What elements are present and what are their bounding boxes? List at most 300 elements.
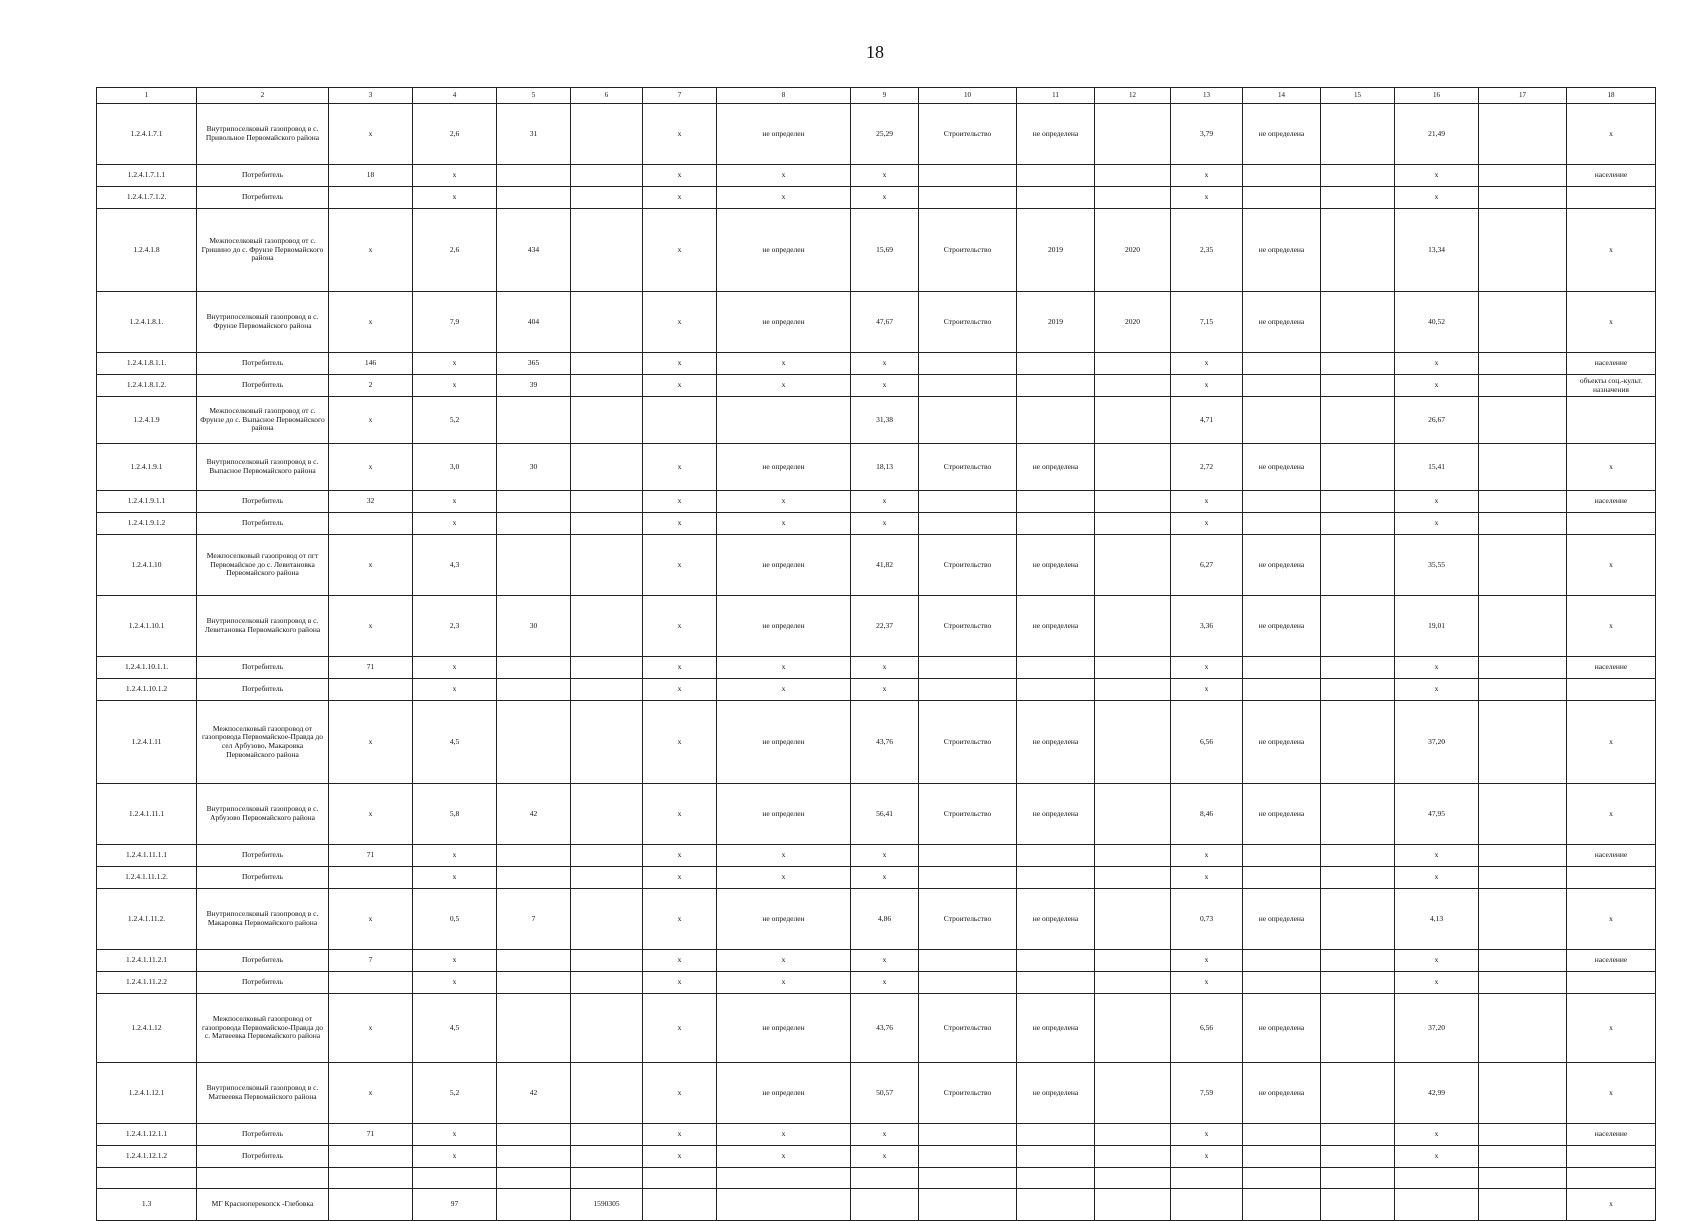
table-cell bbox=[571, 889, 643, 950]
table-cell bbox=[919, 187, 1017, 209]
table-cell: x bbox=[643, 950, 717, 972]
table-row bbox=[97, 657, 1656, 679]
table-cell bbox=[1017, 491, 1095, 513]
table-cell bbox=[1095, 397, 1171, 444]
table-cell: 1.2.4.1.11.1 bbox=[97, 784, 197, 845]
table-cell: Потребитель bbox=[197, 375, 329, 397]
table-cell: x bbox=[329, 444, 413, 491]
table-cell: не определена bbox=[1243, 1063, 1321, 1124]
table-cell bbox=[497, 1146, 571, 1168]
table-cell bbox=[1017, 165, 1095, 187]
table-cell: 7,15 bbox=[1171, 292, 1243, 353]
table-cell: x bbox=[1567, 209, 1656, 292]
table-cell bbox=[1095, 513, 1171, 535]
table-row bbox=[97, 353, 1656, 375]
table-row bbox=[97, 535, 1656, 596]
table-cell bbox=[919, 679, 1017, 701]
table-cell: x bbox=[1395, 845, 1479, 867]
table-cell: Потребитель bbox=[197, 491, 329, 513]
table-cell bbox=[1479, 867, 1567, 889]
table-cell bbox=[1095, 845, 1171, 867]
table-cell: 56,41 bbox=[851, 784, 919, 845]
table-cell: 4,3 bbox=[413, 535, 497, 596]
table-cell: 1.2.4.1.7.1 bbox=[97, 104, 197, 165]
table-cell: не определена bbox=[1243, 535, 1321, 596]
table-cell bbox=[497, 1124, 571, 1146]
table-cell bbox=[1395, 1168, 1479, 1189]
table-cell: 2019 bbox=[1017, 292, 1095, 353]
table-cell bbox=[1321, 397, 1395, 444]
table-cell: x bbox=[1395, 513, 1479, 535]
table-cell: 1.2.4.1.8.1.1. bbox=[97, 353, 197, 375]
table-cell: 1.2.4.1.11.1.2. bbox=[97, 867, 197, 889]
table-cell: x bbox=[413, 353, 497, 375]
table-cell bbox=[329, 867, 413, 889]
table-cell: объекты соц.-культ. назначения bbox=[1567, 375, 1656, 397]
table-cell: 4,5 bbox=[413, 701, 497, 784]
table-cell: x bbox=[643, 596, 717, 657]
table-cell: 1.2.4.1.12.1 bbox=[97, 1063, 197, 1124]
table-cell: не определена bbox=[1017, 784, 1095, 845]
table-cell: x bbox=[1171, 513, 1243, 535]
table-cell: 1.2.4.1.11.2.1 bbox=[97, 950, 197, 972]
table-cell: 42,99 bbox=[1395, 1063, 1479, 1124]
table-cell bbox=[1479, 165, 1567, 187]
table-cell bbox=[1243, 845, 1321, 867]
table-cell: 32 bbox=[329, 491, 413, 513]
table-cell: x bbox=[1395, 657, 1479, 679]
table-cell: x bbox=[717, 187, 851, 209]
table-cell bbox=[1321, 950, 1395, 972]
table-cell: 2 bbox=[329, 375, 413, 397]
table-cell: МГ Красноперекопск -Глебовка bbox=[197, 1189, 329, 1221]
column-header: 14 bbox=[1243, 88, 1321, 104]
table-cell: x bbox=[413, 375, 497, 397]
table-cell: 1590305 bbox=[571, 1189, 643, 1221]
table-cell bbox=[1479, 950, 1567, 972]
table-row bbox=[97, 165, 1656, 187]
table-cell bbox=[329, 1189, 413, 1221]
table-cell: x bbox=[1395, 187, 1479, 209]
table-cell bbox=[1321, 104, 1395, 165]
table-cell: Потребитель bbox=[197, 165, 329, 187]
table-cell bbox=[1479, 1146, 1567, 1168]
table-cell bbox=[643, 1189, 717, 1221]
table-cell bbox=[1095, 1063, 1171, 1124]
table-cell: не определена bbox=[1243, 889, 1321, 950]
table-cell: 5,8 bbox=[413, 784, 497, 845]
table-cell: 8,46 bbox=[1171, 784, 1243, 845]
table-cell: x bbox=[413, 491, 497, 513]
table-cell bbox=[1095, 1146, 1171, 1168]
table-cell: x bbox=[413, 187, 497, 209]
table-cell: 18,13 bbox=[851, 444, 919, 491]
table-cell: не определен bbox=[717, 535, 851, 596]
table-cell: 1.2.4.1.10.1.1. bbox=[97, 657, 197, 679]
table-cell bbox=[1479, 889, 1567, 950]
table-cell: x bbox=[329, 889, 413, 950]
table-cell bbox=[1321, 292, 1395, 353]
table-cell bbox=[1243, 1146, 1321, 1168]
table-cell bbox=[1321, 1146, 1395, 1168]
table-cell: 1.2.4.1.8 bbox=[97, 209, 197, 292]
table-cell bbox=[1321, 596, 1395, 657]
table-cell bbox=[571, 784, 643, 845]
table-cell: 21,49 bbox=[1395, 104, 1479, 165]
table-cell: 97 bbox=[413, 1189, 497, 1221]
table-cell: 4,5 bbox=[413, 994, 497, 1063]
table-cell: x bbox=[851, 491, 919, 513]
table-cell: Строительство bbox=[919, 889, 1017, 950]
table-cell: 6,56 bbox=[1171, 994, 1243, 1063]
table-cell bbox=[571, 209, 643, 292]
table-cell: x bbox=[643, 1146, 717, 1168]
table-cell bbox=[1321, 1063, 1395, 1124]
table-cell bbox=[1479, 535, 1567, 596]
table-cell: 30 bbox=[497, 444, 571, 491]
table-cell bbox=[1567, 1146, 1656, 1168]
table-cell: население bbox=[1567, 950, 1656, 972]
table-row bbox=[97, 701, 1656, 784]
table-cell bbox=[571, 701, 643, 784]
table-cell: x bbox=[643, 889, 717, 950]
table-cell bbox=[571, 972, 643, 994]
table-cell: не определена bbox=[1243, 994, 1321, 1063]
table-cell: не определен bbox=[717, 209, 851, 292]
table-cell bbox=[1017, 1189, 1095, 1221]
table-cell: не определена bbox=[1243, 444, 1321, 491]
column-header: 13 bbox=[1171, 88, 1243, 104]
table-row bbox=[97, 104, 1656, 165]
table-cell bbox=[1243, 972, 1321, 994]
table-cell bbox=[1567, 187, 1656, 209]
table-cell: x bbox=[717, 950, 851, 972]
table-row bbox=[97, 292, 1656, 353]
column-header: 10 bbox=[919, 88, 1017, 104]
table-cell bbox=[1243, 1124, 1321, 1146]
table-cell bbox=[1567, 1168, 1656, 1189]
table-cell bbox=[571, 513, 643, 535]
table-row bbox=[97, 513, 1656, 535]
table-cell bbox=[919, 513, 1017, 535]
table-cell: 2019 bbox=[1017, 209, 1095, 292]
table-cell: x bbox=[329, 209, 413, 292]
column-header: 16 bbox=[1395, 88, 1479, 104]
table-cell: 37,20 bbox=[1395, 994, 1479, 1063]
table-cell bbox=[1017, 679, 1095, 701]
table-cell: x bbox=[851, 187, 919, 209]
table-cell: 2,6 bbox=[413, 209, 497, 292]
table-cell bbox=[1321, 845, 1395, 867]
table-cell bbox=[1171, 1168, 1243, 1189]
table-cell bbox=[919, 867, 1017, 889]
table-cell: x bbox=[643, 867, 717, 889]
table-cell bbox=[329, 1168, 413, 1189]
table-cell bbox=[1479, 1124, 1567, 1146]
table-cell: Потребитель bbox=[197, 513, 329, 535]
table-cell bbox=[1017, 353, 1095, 375]
table-cell: Строительство bbox=[919, 784, 1017, 845]
table-cell: 1.2.4.1.12.1.2 bbox=[97, 1146, 197, 1168]
table-cell: x bbox=[1395, 679, 1479, 701]
table-cell bbox=[571, 1063, 643, 1124]
table-cell: 31 bbox=[497, 104, 571, 165]
table-cell bbox=[571, 375, 643, 397]
table-cell: x bbox=[413, 1124, 497, 1146]
table-cell bbox=[1095, 1124, 1171, 1146]
table-cell bbox=[1321, 444, 1395, 491]
table-cell: 1.2.4.1.9 bbox=[97, 397, 197, 444]
table-cell: не определен bbox=[717, 784, 851, 845]
table-cell bbox=[1321, 165, 1395, 187]
table-cell: x bbox=[1395, 375, 1479, 397]
table-row bbox=[97, 444, 1656, 491]
table-cell bbox=[1479, 657, 1567, 679]
table-cell bbox=[1017, 1146, 1095, 1168]
column-header: 3 bbox=[329, 88, 413, 104]
table-cell: x bbox=[643, 701, 717, 784]
table-cell bbox=[329, 513, 413, 535]
table-cell: 1.2.4.1.12.1.1 bbox=[97, 1124, 197, 1146]
table-row bbox=[97, 397, 1656, 444]
table-cell: x bbox=[643, 1124, 717, 1146]
table-cell: 365 bbox=[497, 353, 571, 375]
table-cell: 30 bbox=[497, 596, 571, 657]
table-cell: не определен bbox=[717, 292, 851, 353]
table-cell bbox=[919, 1168, 1017, 1189]
table-cell: x bbox=[1567, 784, 1656, 845]
table-cell: x bbox=[1567, 292, 1656, 353]
table-cell bbox=[1095, 187, 1171, 209]
table-cell: Межпоселковый газопровод от с. Гришино до с. Фрунзе Первомайского района bbox=[197, 209, 329, 292]
table-cell bbox=[1243, 679, 1321, 701]
table-cell: x bbox=[717, 353, 851, 375]
table-cell: x bbox=[643, 784, 717, 845]
table-row bbox=[97, 679, 1656, 701]
table-cell bbox=[1321, 209, 1395, 292]
table-cell: 2020 bbox=[1095, 292, 1171, 353]
table-cell bbox=[1479, 491, 1567, 513]
table-cell: x bbox=[1395, 1146, 1479, 1168]
table-cell: x bbox=[1567, 535, 1656, 596]
table-cell bbox=[1243, 1168, 1321, 1189]
table-cell: Потребитель bbox=[197, 679, 329, 701]
table-cell: 4,86 bbox=[851, 889, 919, 950]
table-cell: x bbox=[329, 535, 413, 596]
table-cell: x bbox=[1567, 104, 1656, 165]
table-cell: 47,67 bbox=[851, 292, 919, 353]
table-cell: x bbox=[851, 972, 919, 994]
table-cell: 25,29 bbox=[851, 104, 919, 165]
table-cell bbox=[1321, 701, 1395, 784]
table-cell bbox=[1243, 867, 1321, 889]
table-cell bbox=[497, 701, 571, 784]
table-row bbox=[97, 972, 1656, 994]
table-cell bbox=[1479, 972, 1567, 994]
table-cell: x bbox=[329, 397, 413, 444]
table-cell bbox=[497, 1189, 571, 1221]
table-cell bbox=[1567, 867, 1656, 889]
table-cell bbox=[1479, 187, 1567, 209]
table-cell: 22,37 bbox=[851, 596, 919, 657]
table-cell: 404 bbox=[497, 292, 571, 353]
table-cell: Строительство bbox=[919, 444, 1017, 491]
table-cell: x bbox=[413, 679, 497, 701]
table-cell: x bbox=[329, 292, 413, 353]
table-cell bbox=[571, 657, 643, 679]
table-cell bbox=[1479, 784, 1567, 845]
table-cell: 18 bbox=[329, 165, 413, 187]
table-cell: x bbox=[413, 1146, 497, 1168]
column-header: 17 bbox=[1479, 88, 1567, 104]
table-cell bbox=[1243, 513, 1321, 535]
table-cell: x bbox=[1567, 994, 1656, 1063]
table-cell: население bbox=[1567, 165, 1656, 187]
table-cell bbox=[497, 845, 571, 867]
table-cell bbox=[1243, 165, 1321, 187]
column-header: 12 bbox=[1095, 88, 1171, 104]
table-cell: x bbox=[851, 679, 919, 701]
table-cell: 13,34 bbox=[1395, 209, 1479, 292]
table-cell bbox=[1479, 845, 1567, 867]
table-cell: x bbox=[851, 375, 919, 397]
table-cell bbox=[571, 867, 643, 889]
table-cell: x bbox=[413, 513, 497, 535]
table-cell bbox=[1017, 513, 1095, 535]
table-cell: x bbox=[1395, 867, 1479, 889]
table-cell: x bbox=[643, 1063, 717, 1124]
column-header: 5 bbox=[497, 88, 571, 104]
table-cell bbox=[571, 1146, 643, 1168]
table-cell: 40,52 bbox=[1395, 292, 1479, 353]
table-cell bbox=[919, 1124, 1017, 1146]
table-cell: x bbox=[717, 867, 851, 889]
table-cell bbox=[1479, 209, 1567, 292]
table-cell bbox=[643, 1168, 717, 1189]
table-cell: x bbox=[643, 353, 717, 375]
table-cell: x bbox=[851, 353, 919, 375]
table-cell: 1.2.4.1.9.1.2 bbox=[97, 513, 197, 535]
table-cell bbox=[497, 950, 571, 972]
table-cell: x bbox=[1171, 1146, 1243, 1168]
table-cell: 7,9 bbox=[413, 292, 497, 353]
table-cell: x bbox=[413, 845, 497, 867]
table-cell bbox=[571, 187, 643, 209]
table-cell: Межпоселковый газопровод от с. Фрунзе до с. Выпасное Первомайского района bbox=[197, 397, 329, 444]
table-cell bbox=[1095, 657, 1171, 679]
table-cell bbox=[571, 397, 643, 444]
table-cell bbox=[1567, 397, 1656, 444]
table-cell bbox=[1321, 972, 1395, 994]
table-cell: Потребитель bbox=[197, 950, 329, 972]
table-row bbox=[97, 784, 1656, 845]
table-cell bbox=[919, 1189, 1017, 1221]
table-cell: 1.2.4.1.10.1 bbox=[97, 596, 197, 657]
table-cell: Строительство bbox=[919, 209, 1017, 292]
table-cell bbox=[1243, 353, 1321, 375]
table-cell: x bbox=[1171, 972, 1243, 994]
table-cell: 50,57 bbox=[851, 1063, 919, 1124]
table-cell: x bbox=[1567, 701, 1656, 784]
table-cell bbox=[717, 1168, 851, 1189]
table-row bbox=[97, 867, 1656, 889]
table-cell: Потребитель bbox=[197, 353, 329, 375]
table-cell bbox=[1243, 491, 1321, 513]
table-cell bbox=[97, 1168, 197, 1189]
table-cell: x bbox=[1395, 1124, 1479, 1146]
table-cell: не определен bbox=[717, 701, 851, 784]
table-cell: 1.3 bbox=[97, 1189, 197, 1221]
table-cell bbox=[1017, 867, 1095, 889]
table-cell: x bbox=[717, 375, 851, 397]
table-cell: 3,0 bbox=[413, 444, 497, 491]
table-cell: x bbox=[643, 375, 717, 397]
table-cell bbox=[643, 397, 717, 444]
table-cell: не определена bbox=[1243, 209, 1321, 292]
table-cell: 1.2.4.1.8.1. bbox=[97, 292, 197, 353]
table-cell: 1.2.4.1.11.2. bbox=[97, 889, 197, 950]
table-cell bbox=[571, 444, 643, 491]
table-cell: Строительство bbox=[919, 596, 1017, 657]
table-cell: не определена bbox=[1243, 784, 1321, 845]
table-cell: 71 bbox=[329, 657, 413, 679]
table-cell bbox=[1095, 596, 1171, 657]
table-cell: x bbox=[717, 679, 851, 701]
header-row bbox=[97, 88, 1656, 104]
table-cell bbox=[1095, 491, 1171, 513]
table-cell: не определена bbox=[1017, 104, 1095, 165]
table-cell: x bbox=[851, 657, 919, 679]
table-cell: Строительство bbox=[919, 292, 1017, 353]
table-cell: Потребитель bbox=[197, 1124, 329, 1146]
table-cell: x bbox=[643, 994, 717, 1063]
table-cell bbox=[1095, 867, 1171, 889]
table-cell bbox=[1095, 679, 1171, 701]
table-cell bbox=[919, 353, 1017, 375]
table-cell bbox=[1321, 679, 1395, 701]
table-cell: Строительство bbox=[919, 104, 1017, 165]
table-cell: x bbox=[1171, 165, 1243, 187]
table-cell bbox=[1017, 187, 1095, 209]
table-row bbox=[97, 1189, 1656, 1221]
table-cell: x bbox=[851, 1146, 919, 1168]
table-cell: x bbox=[329, 784, 413, 845]
table-cell: x bbox=[1171, 1124, 1243, 1146]
table-cell bbox=[1095, 353, 1171, 375]
table-cell: 7 bbox=[329, 950, 413, 972]
table-cell: 7,59 bbox=[1171, 1063, 1243, 1124]
table-cell bbox=[1479, 513, 1567, 535]
table-cell bbox=[1479, 397, 1567, 444]
table-cell bbox=[1321, 353, 1395, 375]
column-header: 9 bbox=[851, 88, 919, 104]
table-cell: не определена bbox=[1017, 1063, 1095, 1124]
table-cell bbox=[919, 375, 1017, 397]
table-cell bbox=[571, 165, 643, 187]
table-cell: не определен bbox=[717, 104, 851, 165]
table-cell bbox=[571, 353, 643, 375]
column-header: 2 bbox=[197, 88, 329, 104]
table-cell: 0,73 bbox=[1171, 889, 1243, 950]
table-row bbox=[97, 845, 1656, 867]
table-cell bbox=[1321, 657, 1395, 679]
table-cell: x bbox=[717, 165, 851, 187]
table-cell: 19,01 bbox=[1395, 596, 1479, 657]
table-cell bbox=[1095, 1168, 1171, 1189]
table-cell bbox=[1479, 679, 1567, 701]
table-cell: x bbox=[717, 1124, 851, 1146]
table-cell: не определен bbox=[717, 444, 851, 491]
